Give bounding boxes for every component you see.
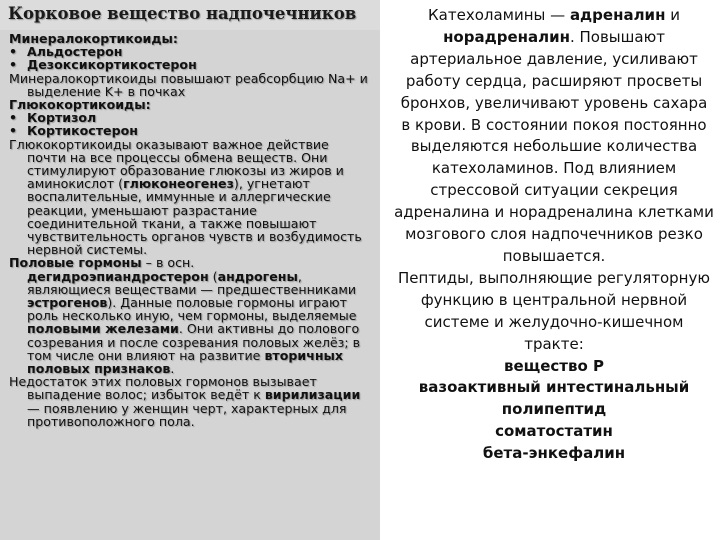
text-run: – в осн. bbox=[141, 255, 195, 271]
list-item-text: Дезоксикортикостерон bbox=[27, 57, 197, 73]
peptide-item bbox=[394, 377, 714, 421]
text-run: . bbox=[170, 361, 175, 377]
mineralocorticoids-description: Минералокортикоиды повышают реабсорбцию Na+ и выделение K+ в почках bbox=[9, 70, 368, 99]
bold-term: глюконеогенез bbox=[123, 176, 234, 192]
peptide-name: бета-энкефалин bbox=[482, 444, 626, 463]
bold-term: вторичных половых признаков bbox=[27, 347, 344, 377]
text-run: , являющиеся веществами — предшественниками bbox=[27, 268, 357, 297]
text-run: Глюкокортикоиды оказывают важное действие почти на все процессы обмена веществ. Они стимулируют образование глюкозы из жиров и аминокислот ( bbox=[9, 136, 344, 192]
bullet-icon: • bbox=[9, 44, 18, 60]
catecholamines-paragraph bbox=[394, 5, 714, 268]
bold-term: половыми железами bbox=[27, 321, 179, 337]
text-run: — появлению у женщин черт, характерных для противоположного пола. bbox=[27, 400, 347, 429]
slide-title: Корковое вещество надпочечников bbox=[8, 4, 357, 23]
mineralocorticoids-heading-text: Минералокортикоиды bbox=[9, 31, 173, 46]
peptide-item bbox=[394, 443, 714, 465]
text-run: . Повышают артериальное давление, усиливают работу сердца, расширяют просветы бронхов, увеличивают уровень сахара в крови. В состоянии покоя постоянно выделяются небольшие количества катехоламинов. Под влиянием стрессовой ситуации секреция адреналина и норадреналина клетками мозгового слоя надпочечников резко повышается. bbox=[394, 27, 714, 265]
text-run: Катехоламины — bbox=[428, 6, 570, 24]
bold-term: адреналин bbox=[569, 6, 666, 24]
glucocorticoids-description bbox=[9, 138, 371, 257]
bold-term: андрогены bbox=[217, 268, 298, 284]
glucocorticoids-heading-text: Глюкокортикоиды bbox=[9, 97, 146, 113]
bullet-icon: • bbox=[9, 57, 18, 73]
bullet-icon: • bbox=[9, 110, 18, 126]
sex-hormones-heading: Половые гормоны bbox=[9, 255, 142, 271]
text-run: ). Данные половые гормоны играют роль несколько иную, чем гормоны, выделяемые bbox=[27, 295, 357, 324]
text-run: . Они активны до полового созревания и после созревания половых желёз; в том числе они влияют на развитие bbox=[27, 321, 361, 363]
list-item-text: Альдостерон bbox=[27, 44, 123, 60]
bullet-icon: • bbox=[9, 123, 18, 139]
peptide-item bbox=[394, 421, 714, 443]
hormone-deficit-paragraph bbox=[9, 375, 371, 428]
right-column bbox=[394, 5, 714, 465]
text-run: ( bbox=[208, 268, 218, 284]
list-item-text: Кортизол bbox=[27, 110, 97, 126]
list-item bbox=[9, 58, 371, 71]
peptides-paragraph: Пептиды, выполняющие регуляторную функцию в центральной нервной системе и желудочно-кишечном тракте: bbox=[397, 268, 710, 353]
list-item-text: Кортикостерон bbox=[27, 123, 138, 139]
peptide-name: вазоактивный интестинальный полипептид bbox=[418, 378, 690, 419]
sex-hormones-paragraph bbox=[9, 256, 371, 375]
bold-term: норадреналин bbox=[443, 27, 570, 46]
bold-term: дегидроэпиандростерон bbox=[27, 268, 209, 284]
bold-term: вирилизации bbox=[264, 387, 361, 403]
peptide-name: вещество Р bbox=[503, 356, 605, 375]
peptide-name: соматостатин bbox=[495, 422, 613, 441]
text-run: Недостаток этих половых гормонов вызывает выпадение волос; избыток ведёт к bbox=[9, 374, 317, 403]
text-run: и bbox=[665, 6, 680, 24]
text-run: ), угнетают воспалительные, иммунные и аллергические реакции, уменьшают разрастание соединительной ткани, а также повышают чувствительность органов чувств и возбудимость нервной системы. bbox=[27, 176, 362, 258]
heading-colon: : bbox=[172, 31, 178, 46]
left-column bbox=[9, 32, 371, 428]
heading-colon: : bbox=[145, 97, 151, 113]
peptide-item bbox=[394, 356, 714, 378]
bold-term: эстрогенов bbox=[27, 295, 108, 311]
